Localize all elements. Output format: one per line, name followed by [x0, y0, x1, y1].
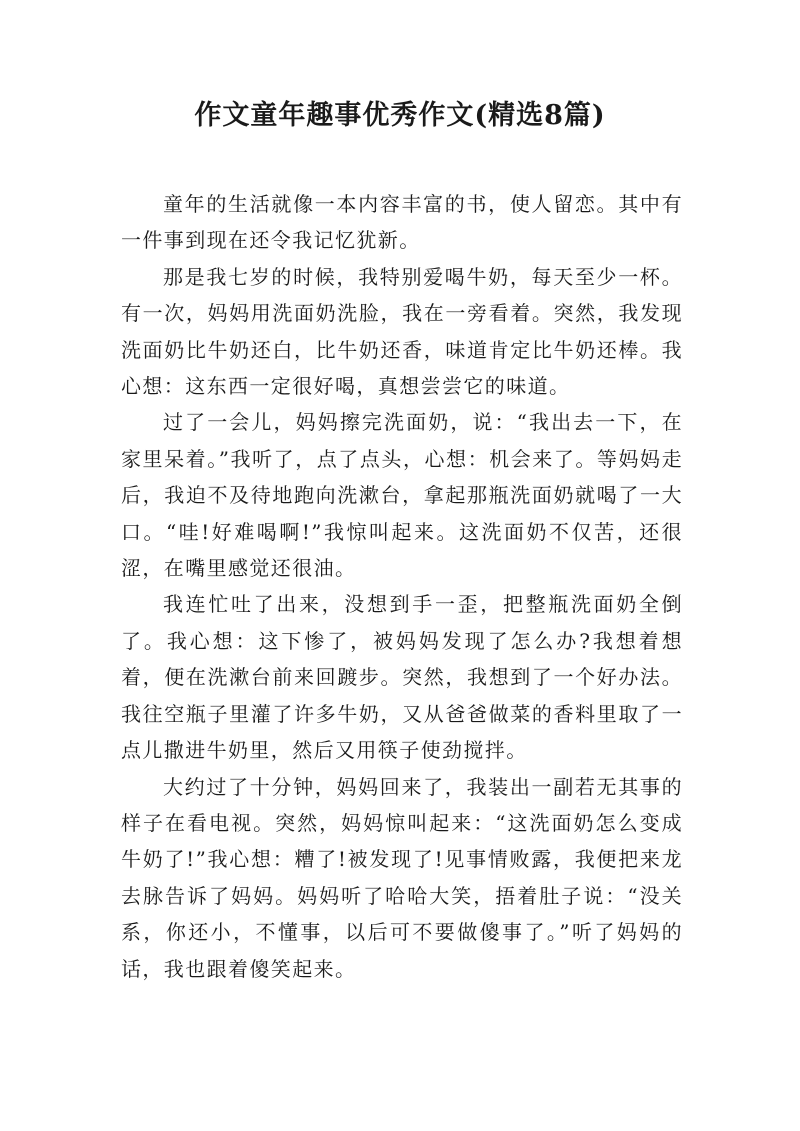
paragraph-2: 那是我七岁的时候，我特别爱喝牛奶，每天至少一杯。有一次，妈妈用洗面奶洗脸，我在一旁看着。突然，我发现洗面奶比牛奶还白，比牛奶还香，味道肯定比牛奶还棒。我心想：这东西一定很好喝，真想尝尝它的味道。: [121, 264, 683, 399]
paragraph-5: 大约过了十分钟，妈妈回来了，我装出一副若无其事的样子在看电视。突然，妈妈惊叫起来：“这洗面奶怎么变成牛奶了!”我心想：糟了!被发现了!见事情败露，我便把来龙去脉告诉了妈妈。妈妈听了哈哈大笑，捂着肚子说：“没关系，你还小，不懂事，以后可不要做傻事了。”听了妈妈的话，我也跟着傻笑起来。: [121, 774, 683, 981]
document-body: [121, 186, 683, 987]
paragraph-3: 过了一会儿，妈妈擦完洗面奶，说：“我出去一下，在家里呆着。”我听了，点了点头，心想：机会来了。等妈妈走后，我迫不及待地跑向洗漱台，拿起那瓶洗面奶就喝了一大口。“哇!好难喝啊!”我惊叫起来。这洗面奶不仅苦，还很涩，在嘴里感觉还很油。: [121, 410, 683, 581]
paragraph-1: 童年的生活就像一本内容丰富的书，使人留恋。其中有一件事到现在还令我记忆犹新。: [121, 192, 683, 253]
document-title: 作文童年趣事优秀作文(精选8篇): [194, 100, 606, 131]
paragraph-4: 我连忙吐了出来，没想到手一歪，把整瓶洗面奶全倒了。我心想：这下惨了，被妈妈发现了怎么办?我想着想着，便在洗漱台前来回踱步。突然，我想到了一个好办法。我往空瓶子里灌了许多牛奶，又从爸爸做菜的香料里取了一点儿撒进牛奶里，然后又用筷子使劲搅拌。: [121, 592, 683, 763]
